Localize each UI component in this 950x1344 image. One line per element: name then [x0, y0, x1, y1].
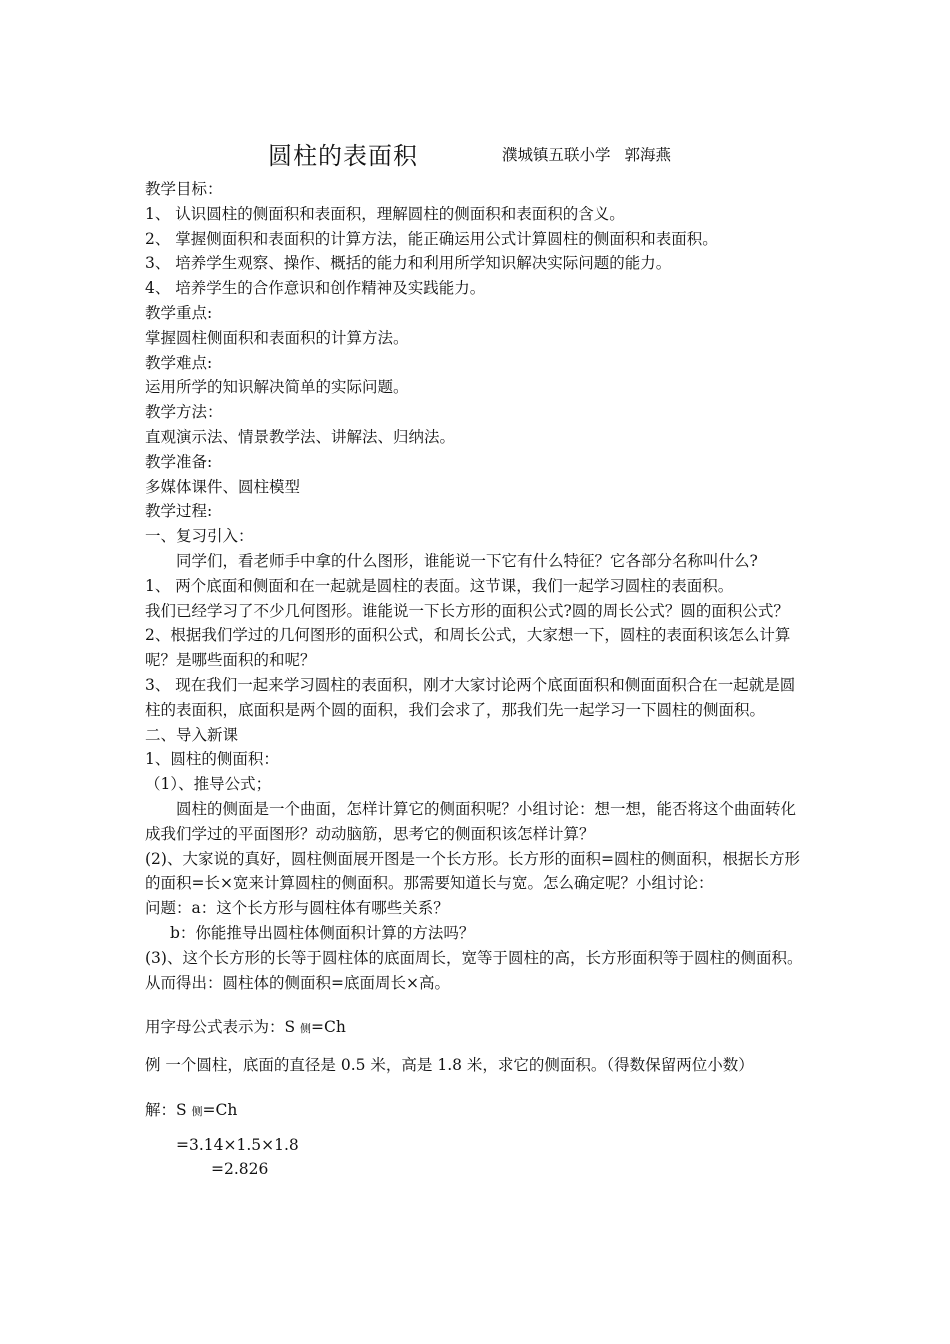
- preparation-heading: 教学准备:: [145, 452, 213, 471]
- question-b: b：你能推导出圆柱体侧面积计算的方法吗？: [170, 923, 475, 942]
- paragraph: (3)、这个长方形的长等于圆柱体的底面周长，宽等于圆柱的高，长方形面积等于圆柱的侧面积。从而得出：圆柱体的侧面积=底面周长×高。: [145, 948, 803, 992]
- section-heading: 二、导入新课: [145, 725, 239, 744]
- paragraph: 圆柱的侧面是一个曲面，怎样计算它的侧面积呢？小组讨论：想一想，能否将这个曲面转化成我们学过的平面图形？动动脑筋，思考它的侧面积该怎样计算？: [145, 799, 797, 843]
- goal-item: 1、 认识圆柱的侧面积和表面积，理解圆柱的侧面积和表面积的含义。: [145, 204, 625, 223]
- formula-subscript: 侧: [300, 1022, 312, 1036]
- paragraph: 同学们，看老师手中拿的什么图形，谁能说一下它有什么特征？它各部分名称叫什么?: [176, 551, 758, 570]
- goal-item: 3、 培养学生观察、操作、概括的能力和利用所学知识解决实际问题的能力。: [145, 254, 672, 273]
- subsection-heading: 1、圆柱的侧面积：: [145, 750, 279, 769]
- formula-line: 用字母公式表示为：S 侧=Ch: [145, 1018, 346, 1037]
- calculation-result: =2.826: [211, 1160, 269, 1179]
- subsection-heading: （1）、推导公式；: [145, 775, 272, 794]
- author-line: [502, 143, 671, 165]
- numbered-item: 2、根据我们学过的几何图形的面积公式，和周长公式，大家想一下，圆柱的表面积该怎么计算呢？是哪些面积的和呢？: [145, 626, 791, 670]
- difficulty-heading: 教学难点:: [145, 353, 213, 372]
- solution-line: 解：S 侧=Ch: [145, 1100, 238, 1119]
- preparation-text: 多媒体课件、圆柱模型: [145, 477, 301, 496]
- goal-item: 2、 掌握侧面积和表面积的计算方法，能正确运用公式计算圆柱的侧面积和表面积。: [145, 229, 718, 248]
- key-points-text: 掌握圆柱侧面积和表面积的计算方法。: [145, 328, 409, 347]
- school-name: 濮城镇五联小学: [502, 146, 611, 164]
- key-points-heading: 教学重点:: [145, 303, 213, 322]
- method-text: 直观演示法、情景教学法、讲解法、归纳法。: [145, 427, 456, 446]
- difficulty-text: 运用所学的知识解决简单的实际问题。: [145, 378, 409, 397]
- process-heading: 教学过程:: [145, 502, 213, 521]
- question-a: 问题：a：这个长方形与圆柱体有哪些关系？: [145, 899, 449, 918]
- section-heading: 一、复习引入：: [145, 527, 254, 546]
- title-row: [0, 136, 950, 170]
- paragraph: (2)、大家说的真好，圆柱侧面展开图是一个长方形。长方形的面积=圆柱的侧面积，根据长方形的面积=长×宽来计算圆柱的侧面积。那需要知道长与宽。怎么确定呢？小组讨论：: [145, 849, 800, 893]
- example-problem: 例 一个圆柱，底面的直径是 0.5 米，高是 1.8 米，求它的侧面积。（得数保留两位小数）: [145, 1056, 754, 1075]
- numbered-item: 3、 现在我们一起来学习圆柱的表面积，刚才大家讨论两个底面面积和侧面面积合在一起就是圆柱的表面积，底面积是两个圆的面积，我们会求了，那我们先一起学习一下圆柱的侧面积。: [145, 675, 796, 719]
- solution-subscript: 侧: [191, 1104, 203, 1118]
- numbered-item: 1、 两个底面和侧面和在一起就是圆柱的表面。这节课，我们一起学习圆柱的表面积。: [145, 576, 734, 595]
- calculation-step: =3.14×1.5×1.8: [176, 1135, 299, 1154]
- goal-item: 4、 培养学生的合作意识和创作精神及实践能力。: [145, 279, 486, 298]
- teacher-name: 郭海燕: [624, 146, 672, 164]
- method-heading: 教学方法：: [145, 403, 223, 422]
- goals-heading: 教学目标：: [145, 180, 223, 198]
- paragraph: 我们已经学习了不少几何图形。谁能说一下长方形的面积公式?圆的周长公式？圆的面积公式？: [145, 601, 789, 620]
- lesson-body: [145, 177, 810, 1182]
- page-title: 圆柱的表面积: [268, 142, 418, 170]
